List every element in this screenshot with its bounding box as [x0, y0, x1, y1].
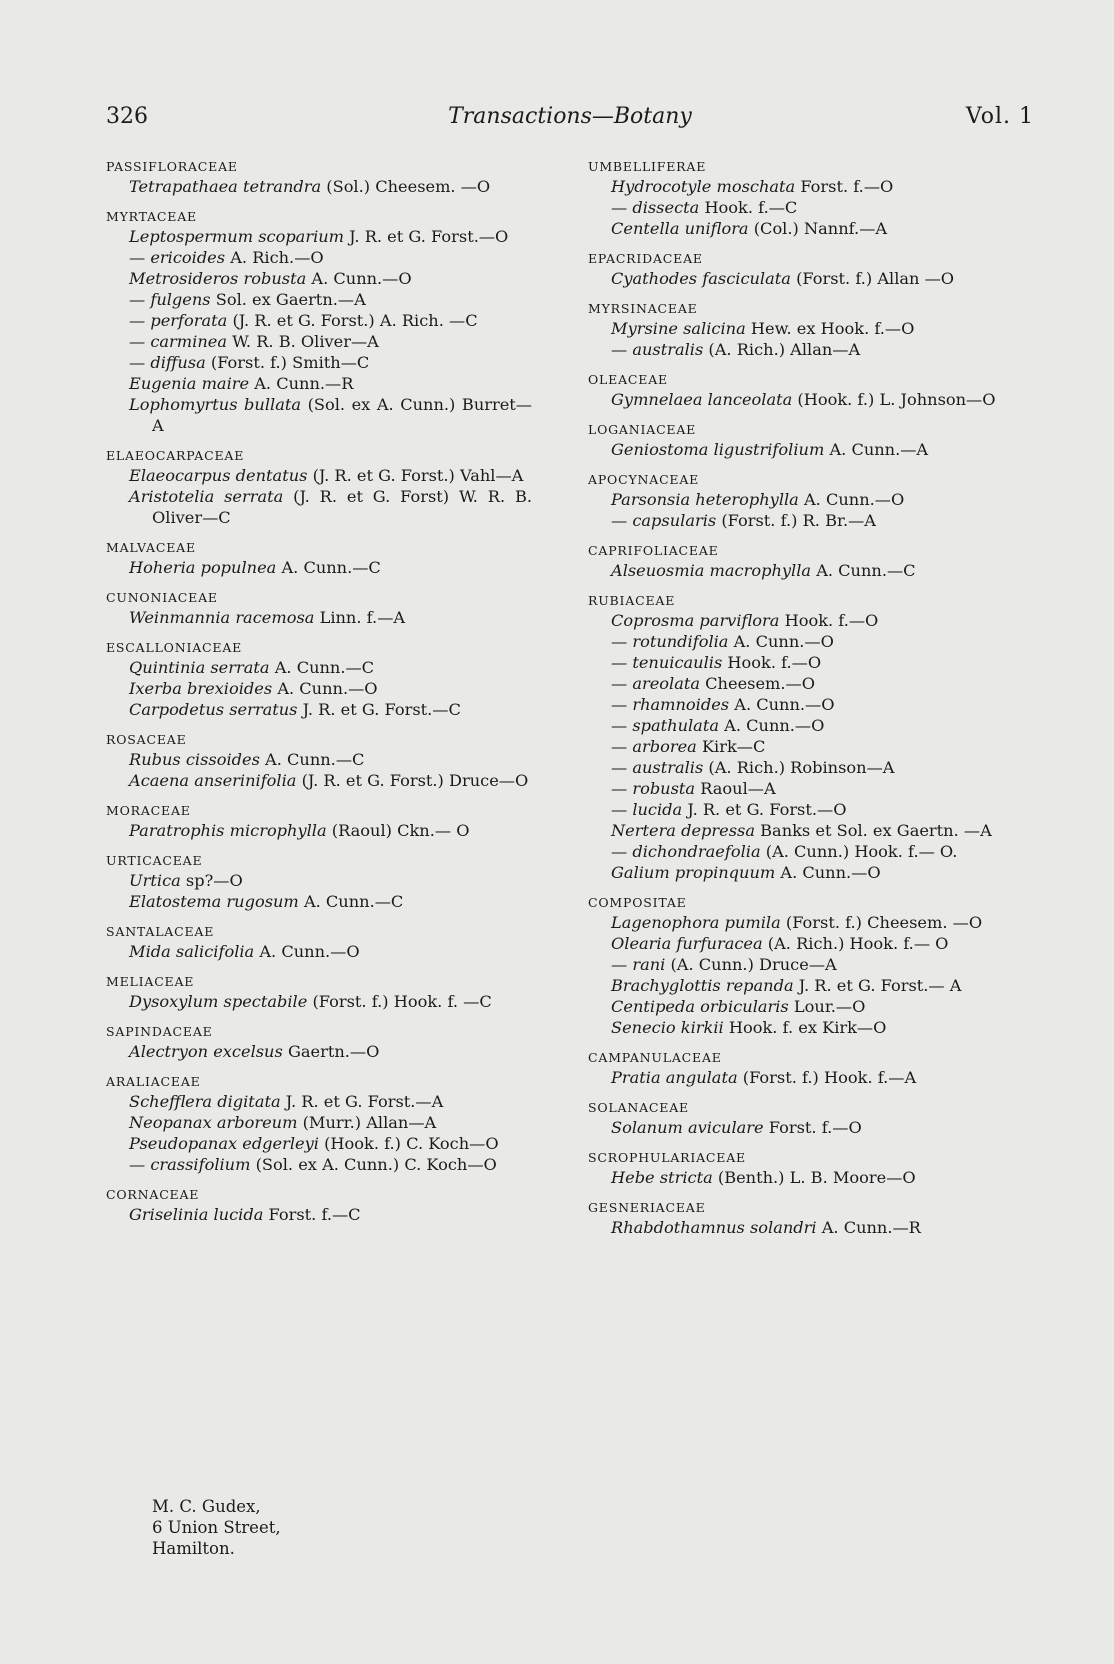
- species-entry: [588, 912, 1010, 933]
- family-heading: COMPOSITAE: [588, 895, 687, 910]
- taxon-name: Carpodetus serratus: [129, 700, 298, 719]
- taxon-name: Weinmannia racemosa: [129, 608, 315, 627]
- family-heading: ARALIACEAE: [106, 1074, 201, 1089]
- authority-abundance: Hew. ex Hook. f.—O: [745, 319, 915, 338]
- family-heading: SANTALACEAE: [106, 924, 215, 939]
- family-heading: RUBIACEAE: [588, 593, 676, 608]
- taxon-name: Urtica: [129, 871, 181, 890]
- species-entry: [106, 770, 532, 791]
- species-entry: [106, 1154, 532, 1175]
- family-heading: MYRSINACEAE: [588, 301, 698, 316]
- taxon-name: — tenuicaulis: [611, 653, 723, 672]
- authority-abundance: A. Cunn.—O: [798, 490, 905, 509]
- species-entry: [588, 996, 1010, 1017]
- taxon-name: Lagenophora pumila: [611, 913, 781, 932]
- family-heading: MALVACEAE: [106, 540, 196, 555]
- taxon-name: — rhamnoides: [611, 695, 730, 714]
- page-number: 326: [106, 104, 148, 129]
- authority-abundance: (J. R. et G. Forst.) Vahl—A: [307, 466, 524, 485]
- authority-abundance: Gaertn.—O: [282, 1042, 380, 1061]
- species-entry: [588, 318, 1010, 339]
- authority-abundance: (Murr.) Allan—A: [297, 1113, 437, 1132]
- taxon-name: — diffusa: [129, 353, 206, 372]
- species-entry: [106, 465, 532, 486]
- authority-abundance: (J. R. et G. Forst.) A. Rich. —C: [227, 311, 478, 330]
- species-entry: [588, 820, 1010, 841]
- species-entry: [106, 1041, 532, 1062]
- species-entry: [588, 510, 1010, 531]
- species-entry: [588, 799, 1010, 820]
- species-entry: [588, 560, 1010, 581]
- species-entry: [588, 218, 1010, 239]
- species-entry: [106, 1091, 532, 1112]
- taxon-name: — ericoides: [129, 248, 226, 267]
- authority-abundance: (A. Rich.) Allan—A: [703, 340, 861, 359]
- species-entry: [106, 1204, 532, 1225]
- authority-abundance: A. Cunn.—R: [816, 1218, 921, 1237]
- species-entry: [588, 652, 1010, 673]
- taxon-name: Hoheria populnea: [129, 558, 277, 577]
- species-entry: [588, 339, 1010, 360]
- authority-abundance: Hook. f. ex Kirk—O: [723, 1018, 887, 1037]
- authority-abundance: (Forst. f.) Hook. f. —C: [307, 992, 492, 1011]
- species-entry: [106, 289, 532, 310]
- taxon-name: — dissecta: [611, 198, 700, 217]
- species-entry: [588, 694, 1010, 715]
- authority-abundance: Forst. f.—O: [763, 1118, 862, 1137]
- author-city: Hamilton.: [152, 1539, 235, 1558]
- taxon-name: Geniostoma ligustrifolium: [611, 440, 825, 459]
- authority-abundance: (A. Rich.) Hook. f.— O: [762, 934, 949, 953]
- authority-abundance: (Forst. f.) Hook. f.—A: [737, 1068, 917, 1087]
- taxon-name: Cyathodes fasciculata: [611, 269, 791, 288]
- taxon-name: Galium propinquum: [611, 863, 776, 882]
- species-entry: [588, 197, 1010, 218]
- species-entry: [106, 486, 532, 528]
- taxon-name: Elatostema rugosum: [129, 892, 299, 911]
- species-entry: [588, 489, 1010, 510]
- family-heading: CORNACEAE: [106, 1187, 200, 1202]
- authority-abundance: Hook. f.—O: [779, 611, 879, 630]
- species-entry: [588, 1217, 1010, 1238]
- taxon-name: Myrsine salicina: [611, 319, 746, 338]
- species-entry: [588, 1067, 1010, 1088]
- taxon-name: — robusta: [611, 779, 696, 798]
- species-entry: [588, 715, 1010, 736]
- family-heading: APOCYNACEAE: [588, 472, 700, 487]
- authority-abundance: A. Cunn.—C: [276, 558, 381, 577]
- species-entry: [588, 610, 1010, 631]
- taxon-name: Centella uniflora: [611, 219, 749, 238]
- authority-abundance: A. Cunn.—O: [728, 632, 834, 651]
- authority-abundance: (J. R. et G. Forst.) Druce—O: [296, 771, 529, 790]
- family-heading: EPACRIDACEAE: [588, 251, 703, 266]
- taxon-name: Gymnelaea lanceolata: [611, 390, 793, 409]
- authority-abundance: J. R. et G. Forst.— A: [793, 976, 962, 995]
- taxon-name: Aristotelia serrata: [129, 487, 284, 506]
- authority-abundance: A. Cunn.—C: [298, 892, 404, 911]
- species-entry: [588, 862, 1010, 883]
- species-entry: [106, 373, 532, 394]
- taxon-name: Centipeda orbicularis: [611, 997, 789, 1016]
- taxon-name: — crassifolium: [129, 1155, 251, 1174]
- taxon-name: — dichondraefolia: [611, 842, 761, 861]
- author-name: M. C. Gudex,: [152, 1497, 261, 1516]
- family-heading: PASSIFLORACEAE: [106, 159, 238, 174]
- authority-abundance: A. Cunn.—O: [719, 716, 825, 735]
- running-header: [106, 104, 1034, 136]
- authority-abundance: A. Cunn.—C: [269, 658, 375, 677]
- taxon-name: Leptospermum scoparium: [129, 227, 345, 246]
- taxon-name: Schefflera digitata: [129, 1092, 281, 1111]
- species-entry: [588, 439, 1010, 460]
- taxon-name: Alseuosmia macrophylla: [611, 561, 812, 580]
- species-entry: [588, 933, 1010, 954]
- authority-abundance: A. Cunn.—O: [272, 679, 378, 698]
- taxon-name: Neopanax arboreum: [129, 1113, 298, 1132]
- taxon-name: — australis: [611, 340, 704, 359]
- authority-abundance: (A. Rich.) Robinson—A: [703, 758, 895, 777]
- authority-abundance: Raoul—A: [695, 779, 776, 798]
- species-entry: [588, 389, 1010, 410]
- species-entry: [106, 678, 532, 699]
- taxon-name: Paratrophis microphylla: [129, 821, 327, 840]
- species-entry: [588, 1167, 1010, 1188]
- taxon-name: Ixerba brexioides: [129, 679, 273, 698]
- authority-abundance: (Hook. f.) C. Koch—O: [318, 1134, 499, 1153]
- authority-abundance: (Benth.) L. B. Moore—O: [712, 1168, 916, 1187]
- taxon-name: — australis: [611, 758, 704, 777]
- authority-abundance: (A. Cunn.) Druce—A: [665, 955, 837, 974]
- species-entry: [588, 736, 1010, 757]
- authority-abundance: A. Cunn.—O: [254, 942, 360, 961]
- taxon-name: Tetrapathaea tetrandra: [129, 177, 322, 196]
- species-entry: [588, 954, 1010, 975]
- taxon-name: Rhabdothamnus solandri: [611, 1218, 817, 1237]
- authority-abundance: Hook. f.—C: [699, 198, 798, 217]
- taxon-name: Dysoxylum spectabile: [129, 992, 308, 1011]
- species-entry: [106, 941, 532, 962]
- authority-abundance: J. R. et G. Forst.—C: [297, 700, 461, 719]
- authority-abundance: (Sol. ex A. Cunn.) Burret—A: [152, 395, 532, 435]
- authority-abundance: Forst. f.—C: [263, 1205, 361, 1224]
- species-entry: [588, 1117, 1010, 1138]
- authority-abundance: Kirk—C: [696, 737, 766, 756]
- taxon-name: — carminea: [129, 332, 227, 351]
- taxon-name: Acaena anserinifolia: [129, 771, 297, 790]
- species-entry: [106, 176, 532, 197]
- taxon-name: Rubus cissoides: [129, 750, 260, 769]
- species-entry: [588, 757, 1010, 778]
- authority-abundance: A. Cunn.—A: [824, 440, 929, 459]
- taxon-name: — spathulata: [611, 716, 719, 735]
- family-heading: GESNERIACEAE: [588, 1200, 706, 1215]
- family-heading: CUNONIACEAE: [106, 590, 218, 605]
- species-entry: [106, 352, 532, 373]
- authority-abundance: (Forst. f.) Smith—C: [205, 353, 370, 372]
- authority-abundance: (Forst. f.) Cheesem. —O: [780, 913, 983, 932]
- authority-abundance: J. R. et G. Forst.—A: [280, 1092, 444, 1111]
- taxon-name: Senecio kirkii: [611, 1018, 724, 1037]
- authority-abundance: J. R. et G. Forst.—O: [682, 800, 847, 819]
- taxon-name: Mida salicifolia: [129, 942, 255, 961]
- family-heading: SCROPHULARIACEAE: [588, 1150, 746, 1165]
- authority-abundance: A. Cunn.—R: [249, 374, 354, 393]
- authority-abundance: (Forst. f.) Allan —O: [790, 269, 955, 288]
- authority-abundance: (Col.) Nannf.—A: [748, 219, 888, 238]
- species-entry: [106, 557, 532, 578]
- author-address: [152, 1496, 281, 1559]
- family-heading: CAMPANULACEAE: [588, 1050, 722, 1065]
- authority-abundance: Sol. ex Gaertn.—A: [210, 290, 366, 309]
- family-heading: UMBELLIFERAE: [588, 159, 707, 174]
- taxon-name: Eugenia maire: [129, 374, 250, 393]
- species-entry: [588, 176, 1010, 197]
- taxon-name: Hydrocotyle moschata: [611, 177, 796, 196]
- species-entry: [106, 607, 532, 628]
- authority-abundance: A. Cunn.—O: [729, 695, 835, 714]
- taxon-name: Coprosma parviflora: [611, 611, 780, 630]
- taxon-name: Pratia angulata: [611, 1068, 738, 1087]
- species-entry: [588, 673, 1010, 694]
- family-heading: CAPRIFOLIACEAE: [588, 543, 719, 558]
- authority-abundance: W. R. B. Oliver—A: [226, 332, 379, 351]
- authority-abundance: sp?—O: [180, 871, 243, 890]
- authority-abundance: A. Cunn.—C: [259, 750, 365, 769]
- authority-abundance: Forst. f.—O: [795, 177, 894, 196]
- taxon-name: — lucida: [611, 800, 683, 819]
- taxon-name: Olearia furfuracea: [611, 934, 763, 953]
- authority-abundance: (Forst. f.) R. Br.—A: [716, 511, 876, 530]
- authority-abundance: (J. R. et G. Forst) W. R. B. Oliver—C: [152, 487, 532, 527]
- species-entry: [588, 778, 1010, 799]
- authority-abundance: Linn. f.—A: [314, 608, 406, 627]
- taxon-name: Solanum aviculare: [611, 1118, 764, 1137]
- authority-abundance: J. R. et G. Forst.—O: [344, 227, 509, 246]
- authority-abundance: Banks et Sol. ex Gaertn. —A: [755, 821, 992, 840]
- taxon-name: Alectryon excelsus: [129, 1042, 283, 1061]
- right-column: [588, 158, 1010, 1238]
- taxon-name: Metrosideros robusta: [129, 269, 307, 288]
- species-entry: [588, 841, 1010, 862]
- family-heading: ESCALLONIACEAE: [106, 640, 243, 655]
- volume-label: Vol. 1: [965, 104, 1034, 129]
- species-entry: [106, 891, 532, 912]
- authority-abundance: (Hook. f.) L. Johnson—O: [792, 390, 996, 409]
- species-entry: [106, 331, 532, 352]
- taxon-name: — perforata: [129, 311, 228, 330]
- authority-abundance: Cheesem.—O: [700, 674, 815, 693]
- taxon-name: Quintinia serrata: [129, 658, 270, 677]
- family-heading: ROSACEAE: [106, 732, 187, 747]
- species-entry: [106, 820, 532, 841]
- authority-abundance: A. Cunn.—C: [811, 561, 916, 580]
- authority-abundance: Hook. f.—O: [722, 653, 822, 672]
- taxon-name: Elaeocarpus dentatus: [129, 466, 308, 485]
- family-heading: SOLANACEAE: [588, 1100, 689, 1115]
- left-column: [106, 158, 532, 1225]
- species-entry: [106, 1133, 532, 1154]
- authority-abundance: (Sol.) Cheesem. —O: [321, 177, 491, 196]
- authority-abundance: (Sol. ex A. Cunn.) C. Koch—O: [250, 1155, 497, 1174]
- species-entry: [588, 975, 1010, 996]
- species-entry: [106, 226, 532, 247]
- authority-abundance: Lour.—O: [788, 997, 866, 1016]
- species-entry: [106, 247, 532, 268]
- species-entry: [106, 394, 532, 436]
- species-entry: [106, 657, 532, 678]
- family-heading: LOGANIACEAE: [588, 422, 697, 437]
- journal-title: Transactions—Botany: [448, 104, 692, 129]
- taxon-name: — rotundifolia: [611, 632, 729, 651]
- taxon-name: — rani: [611, 955, 666, 974]
- taxon-name: Nertera depressa: [611, 821, 755, 840]
- species-entry: [106, 870, 532, 891]
- authority-abundance: A. Cunn.—O: [306, 269, 412, 288]
- authority-abundance: (Raoul) Ckn.— O: [326, 821, 470, 840]
- species-entry: [588, 268, 1010, 289]
- family-heading: OLEACEAE: [588, 372, 668, 387]
- family-heading: SAPINDACEAE: [106, 1024, 213, 1039]
- taxon-name: — capsularis: [611, 511, 717, 530]
- taxon-name: — areolata: [611, 674, 701, 693]
- species-entry: [106, 991, 532, 1012]
- species-entry: [106, 1112, 532, 1133]
- taxon-name: Brachyglottis repanda: [611, 976, 794, 995]
- taxon-name: Lophomyrtus bullata: [129, 395, 302, 414]
- species-entry: [588, 1017, 1010, 1038]
- family-heading: MYRTACEAE: [106, 209, 197, 224]
- authority-abundance: A. Cunn.—O: [775, 863, 881, 882]
- species-entry: [106, 749, 532, 770]
- family-heading: MORACEAE: [106, 803, 191, 818]
- taxon-name: Griselinia lucida: [129, 1205, 264, 1224]
- taxon-name: Pseudopanax edgerleyi: [129, 1134, 319, 1153]
- author-street: 6 Union Street,: [152, 1518, 281, 1537]
- family-heading: MELIACEAE: [106, 974, 195, 989]
- species-entry: [106, 310, 532, 331]
- family-heading: ELAEOCARPACEAE: [106, 448, 245, 463]
- taxon-name: Parsonsia heterophylla: [611, 490, 799, 509]
- family-heading: URTICACEAE: [106, 853, 203, 868]
- species-entry: [106, 699, 532, 720]
- taxon-name: — fulgens: [129, 290, 211, 309]
- authority-abundance: (A. Cunn.) Hook. f.— O.: [760, 842, 958, 861]
- taxon-name: — arborea: [611, 737, 697, 756]
- species-entry: [106, 268, 532, 289]
- species-entry: [588, 631, 1010, 652]
- authority-abundance: A. Rich.—O: [225, 248, 324, 267]
- taxon-name: Hebe stricta: [611, 1168, 713, 1187]
